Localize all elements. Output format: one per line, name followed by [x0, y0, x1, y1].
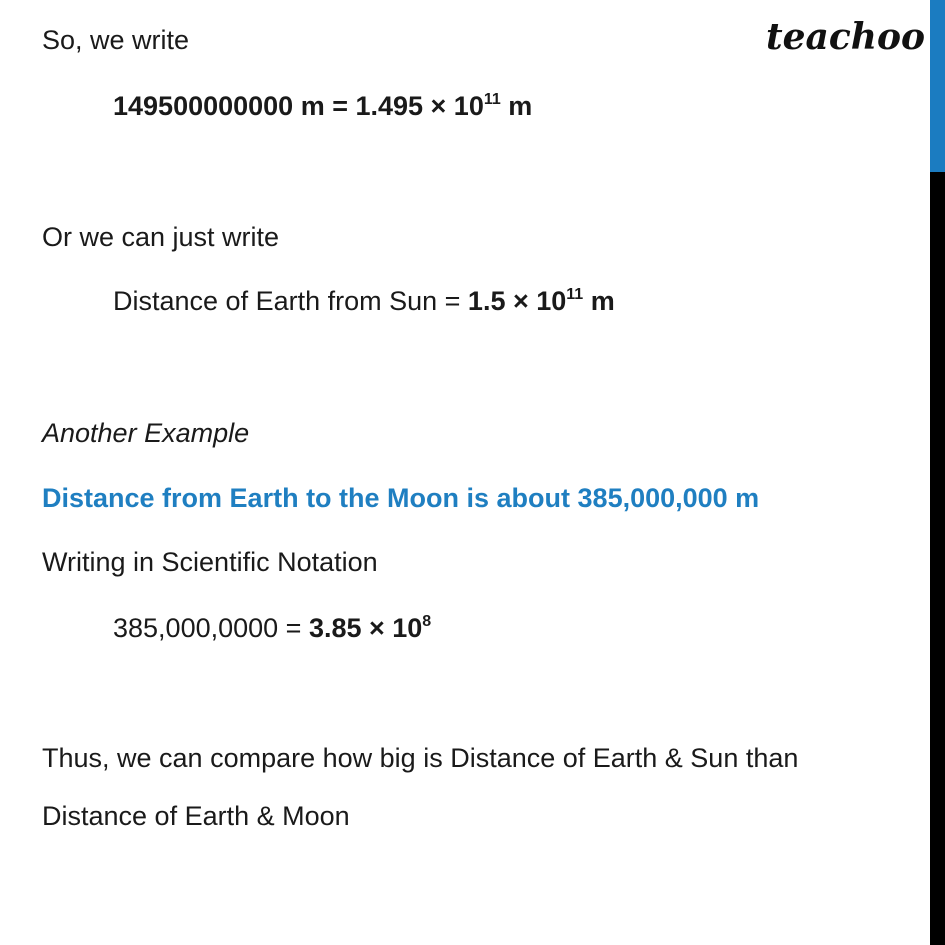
equation-value	[468, 286, 615, 316]
value-mantissa: 1.5 × 10	[467, 286, 567, 316]
conclusion-line-1: Thus, we can compare how big is Distance of Earth & Sun than	[42, 743, 799, 773]
equation-lhs: 149500000000 m = 1.495 × 10	[113, 91, 484, 121]
unit: m	[500, 91, 533, 121]
exponent: 11	[566, 286, 584, 303]
teachoo-logo: teachoo	[766, 16, 925, 58]
equation-moon-distance	[113, 611, 431, 645]
exponent: 8	[422, 613, 432, 630]
scrollbar-thumb[interactable]	[930, 0, 945, 172]
moon-distance-heading: Distance from Earth to the Moon is about 385,000,000 m	[42, 483, 760, 513]
conclusion-line-2: Distance of Earth & Moon	[42, 801, 350, 831]
equation-value	[309, 613, 431, 643]
exponent: 11	[483, 91, 501, 108]
equation-sun-distance-rounded	[113, 284, 615, 318]
equation-sun-distance-expanded	[113, 89, 532, 123]
unit: m	[583, 286, 615, 316]
scrollbar[interactable]	[930, 0, 945, 945]
another-example-heading: Another Example	[42, 418, 250, 448]
value-mantissa: 3.85 × 10	[308, 613, 423, 643]
equation-lhs: 385,000,0000 =	[113, 613, 309, 643]
equation-label: Distance of Earth from Sun =	[113, 286, 468, 316]
writing-text: Writing in Scientific Notation	[42, 547, 378, 577]
or-text: Or we can just write	[42, 222, 280, 252]
intro-text: So, we write	[42, 25, 190, 55]
